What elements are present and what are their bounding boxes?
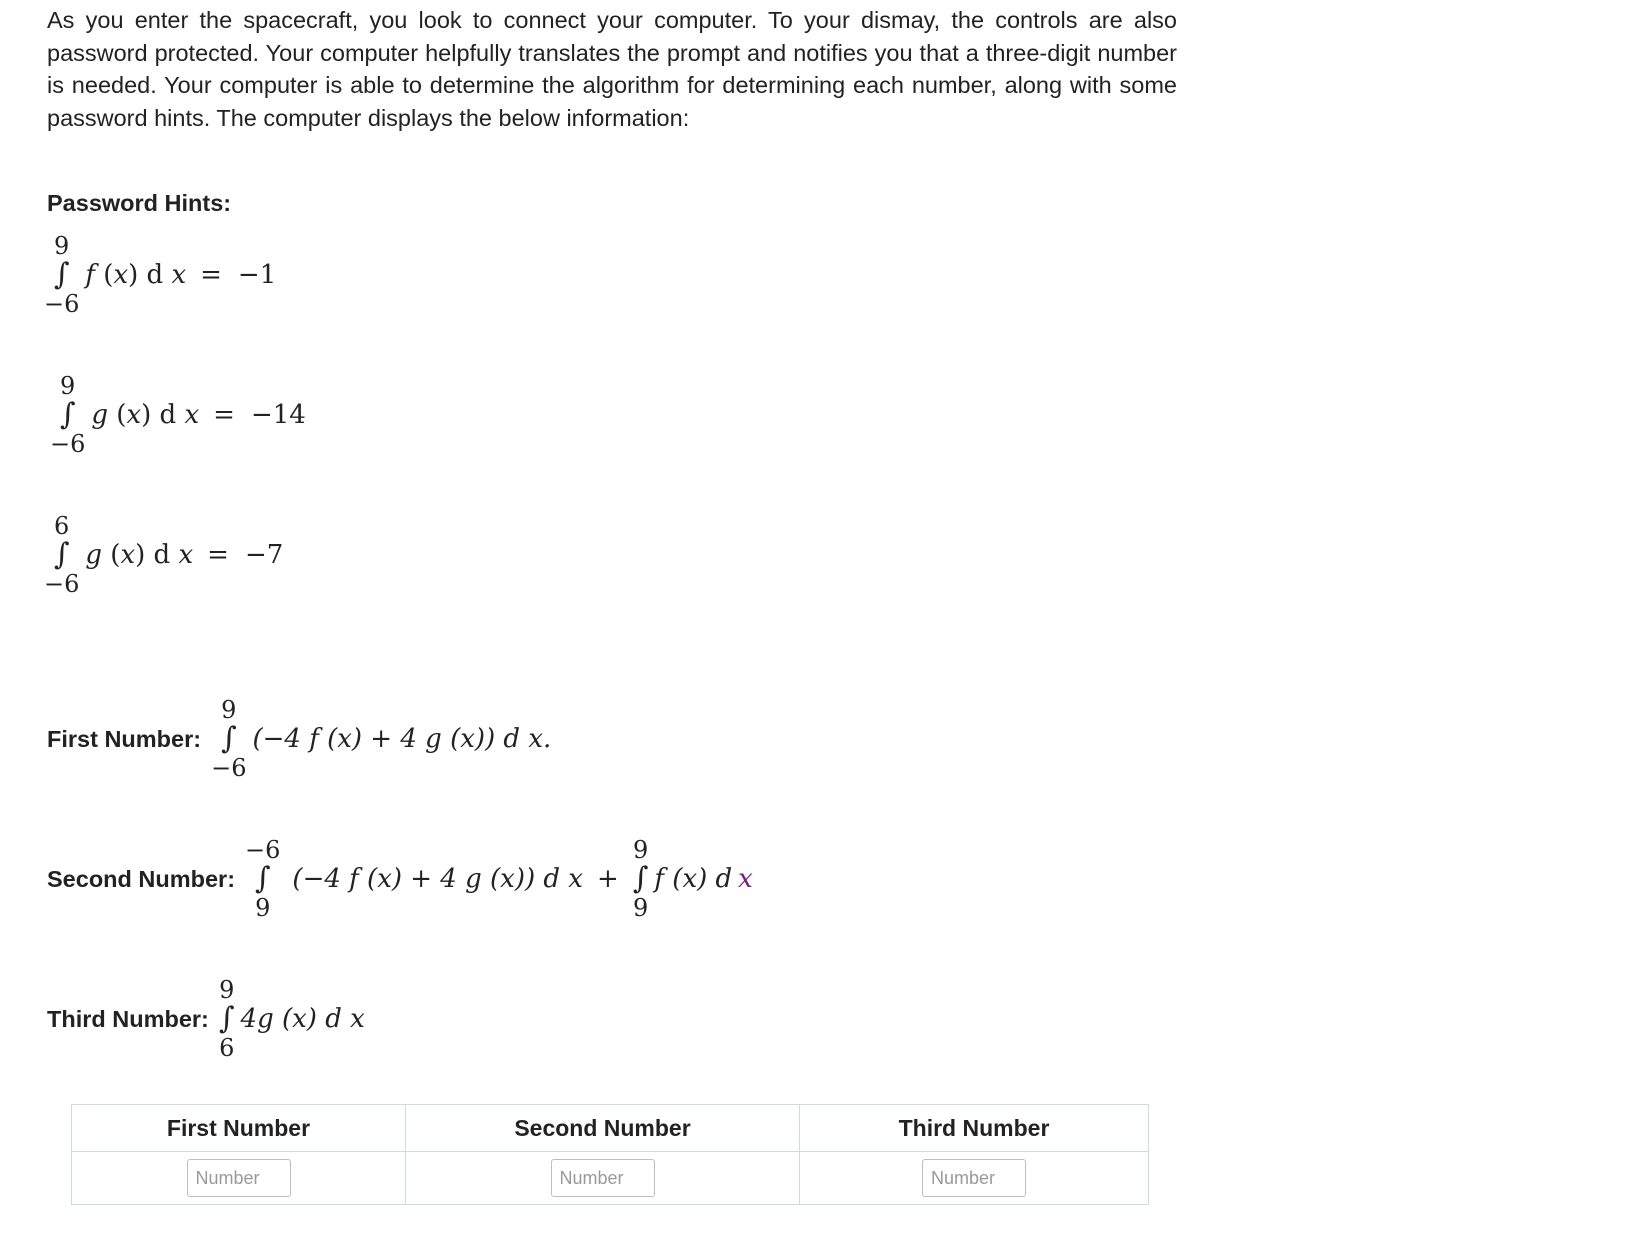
upper-limit: 9 bbox=[632, 836, 649, 864]
password-hints-title: Password Hints: bbox=[47, 190, 232, 216]
third-number-label: Third Number: bbox=[47, 1005, 209, 1032]
hint-value: −14 bbox=[250, 400, 306, 430]
upper-limit: 9 bbox=[54, 232, 70, 260]
lower-limit: −6 bbox=[44, 290, 80, 318]
upper-limit: 6 bbox=[54, 512, 70, 540]
integral-sign: −6 ∫ 9 bbox=[245, 836, 281, 922]
second-number-cell bbox=[406, 1152, 800, 1205]
answer-table bbox=[71, 1104, 1149, 1205]
header-third-number: Third Number bbox=[800, 1105, 1149, 1152]
integral-sign: 9 ∫ −6 bbox=[211, 696, 247, 782]
second-number-expression-1: (−4 f (x) + 4 g (x)) d x bbox=[292, 864, 583, 894]
third-number-cell bbox=[800, 1152, 1149, 1205]
upper-limit: −6 bbox=[245, 836, 281, 864]
hint-1: 9 ∫ −6 f (x) d x = −1 bbox=[44, 232, 277, 318]
lower-limit: 9 bbox=[632, 894, 649, 922]
variable-x: x bbox=[738, 864, 753, 894]
integral-sign: 9 ∫ −6 bbox=[44, 232, 80, 318]
header-second-number: Second Number bbox=[406, 1105, 800, 1152]
first-number-cell bbox=[72, 1152, 406, 1205]
second-number-formula bbox=[47, 836, 753, 922]
hint-2: 9 ∫ −6 g (x) d x = −14 bbox=[50, 372, 306, 458]
third-number-formula bbox=[47, 976, 365, 1062]
lower-limit: 9 bbox=[255, 894, 271, 922]
header-first-number: First Number bbox=[72, 1105, 406, 1152]
hint-value: −1 bbox=[237, 260, 277, 290]
lower-limit: −6 bbox=[50, 430, 86, 458]
third-number-input[interactable] bbox=[922, 1159, 1026, 1197]
intro-paragraph: As you enter the spacecraft, you look to connect your computer. To your dismay, the controls are also password protected. Your computer helpfully translates the prompt and notifies you that a three-digit number is needed. Your computer is able to determine the algorithm for determining each number, along with some password hints. The computer displays the below information: bbox=[47, 7, 1177, 131]
table-header-row bbox=[72, 1105, 1149, 1152]
lower-limit: 6 bbox=[219, 1034, 235, 1062]
first-number-expression: (−4 f (x) + 4 g (x)) d x. bbox=[252, 724, 552, 754]
lower-limit: −6 bbox=[44, 570, 80, 598]
first-number-input[interactable] bbox=[187, 1159, 291, 1197]
hint-3: 6 ∫ −6 g (x) d x = −7 bbox=[44, 512, 284, 598]
plus-sign: + bbox=[596, 864, 619, 894]
integral-sign: 6 ∫ −6 bbox=[44, 512, 80, 598]
integrand: g (x) d x bbox=[85, 540, 194, 570]
second-number-expression-2: f (x) d bbox=[654, 864, 733, 894]
second-number-label: Second Number: bbox=[47, 865, 236, 892]
upper-limit: 9 bbox=[60, 372, 76, 400]
integrand: g (x) d x bbox=[91, 400, 200, 430]
first-number-label: First Number: bbox=[47, 725, 202, 752]
third-number-expression: 4g (x) d x bbox=[240, 1004, 365, 1034]
integral-sign: 9 ∫ −6 bbox=[50, 372, 86, 458]
upper-limit: 9 bbox=[221, 696, 237, 724]
integral-sign: 9 ∫ 9 bbox=[632, 836, 649, 922]
integrand: f (x) d x bbox=[85, 260, 187, 290]
upper-limit: 9 bbox=[219, 976, 235, 1004]
table-input-row bbox=[72, 1152, 1149, 1205]
integral-sign: 9 ∫ 6 bbox=[218, 976, 235, 1062]
lower-limit: −6 bbox=[211, 754, 247, 782]
first-number-formula bbox=[47, 696, 551, 782]
hint-value: −7 bbox=[244, 540, 284, 570]
second-number-input[interactable] bbox=[551, 1159, 655, 1197]
